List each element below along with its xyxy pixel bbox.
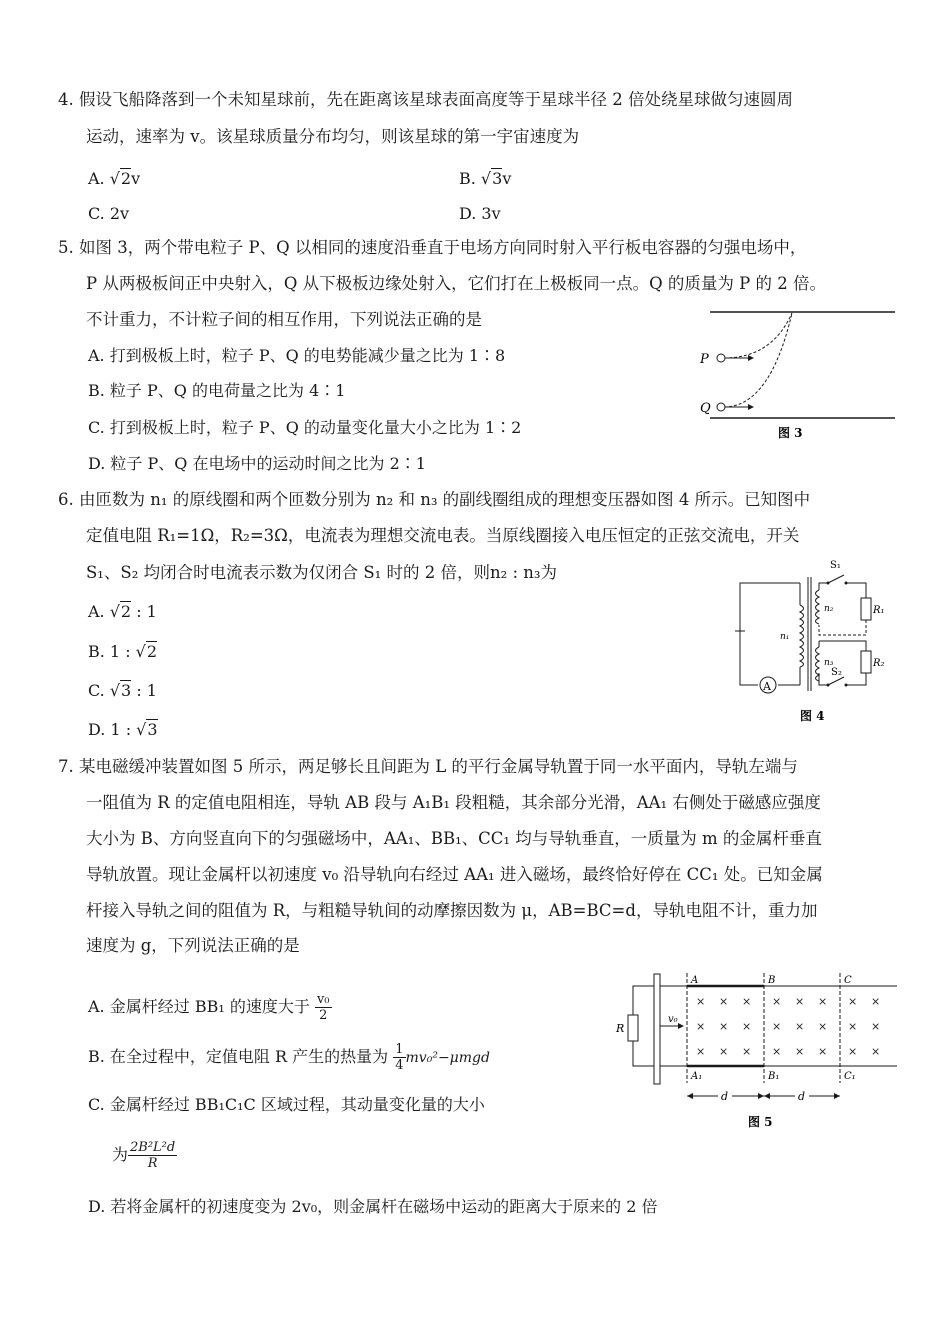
- label-c1: C₁: [844, 1071, 856, 1082]
- trajectory-q: [724, 313, 792, 407]
- svg-text:×: ×: [871, 1020, 881, 1033]
- q6-option-b[interactable]: B. 1 : √2: [88, 642, 158, 661]
- caption-fig4: 图 4: [800, 709, 825, 723]
- svg-text:×: ×: [719, 995, 729, 1008]
- q4-option-a[interactable]: A. √2v: [88, 169, 141, 188]
- q4-option-b[interactable]: B. √3v: [459, 169, 512, 188]
- q7-stem-line3: 大小为 B、方向竖直向下的匀强磁场中，AA₁、BB₁、CC₁ 均与导轨垂直，一质量为 m 的金属杆垂直: [86, 829, 822, 848]
- q5-stem-line3: 不计重力，不计粒子间的相互作用，下列说法正确的是: [86, 310, 482, 329]
- q7-stem-line4: 导轨放置。现让金属杆以初速度 v₀ 沿导轨向右经过 AA₁ 进入磁场，最终恰好停在 CC₁ 处。已知金属: [86, 865, 823, 884]
- q7-option-d[interactable]: D. 若将金属杆的初速度变为 2v₀，则金属杆在磁场中运动的距离大于原来的 2 倍: [88, 1197, 658, 1216]
- caption-fig5: 图 5: [748, 1115, 773, 1129]
- svg-text:×: ×: [742, 1020, 752, 1033]
- s1-label: S₁: [830, 560, 841, 571]
- resistor-r1: [861, 598, 871, 620]
- caption-fig3: 图 3: [778, 426, 803, 440]
- svg-text:×: ×: [848, 1020, 858, 1033]
- figure-5: [612, 968, 902, 1133]
- svg-text:×: ×: [772, 1045, 782, 1058]
- svg-text:×: ×: [848, 995, 858, 1008]
- switch-s2: [828, 677, 844, 685]
- label-p: P: [700, 352, 709, 367]
- svg-text:×: ×: [742, 1045, 752, 1058]
- n2-label: n₂: [824, 604, 834, 614]
- svg-text:×: ×: [871, 995, 881, 1008]
- svg-text:×: ×: [818, 1020, 828, 1033]
- svg-text:×: ×: [795, 1045, 805, 1058]
- q7-stem-line1: 7. 某电磁缓冲装置如图 5 所示，两足够长且间距为 L 的平行金属导轨置于同一水平面内，导轨左端与: [58, 757, 798, 776]
- svg-text:×: ×: [772, 1020, 782, 1033]
- q7-stem-line6: 速度为 g，下列说法正确的是: [86, 936, 300, 955]
- particle-p: [717, 354, 725, 362]
- d-label-2: d: [798, 1090, 806, 1103]
- label-a1: A₁: [691, 1071, 703, 1082]
- s2-label: S₂: [831, 667, 842, 678]
- svg-text:×: ×: [871, 1045, 881, 1058]
- figure-3: [690, 300, 900, 450]
- label-c: C: [844, 975, 852, 986]
- q7-option-c-answer[interactable]: 为 $\frac{\text{2B²L²d}}{R}$: [112, 1140, 176, 1171]
- fraction-momentum: $\frac{\text{2B²L²d}}{R}$: [130, 1140, 176, 1171]
- svg-text:×: ×: [848, 1045, 858, 1058]
- q5-stem-line1: 5. 如图 3，两个带电粒子 P、Q 以相同的速度沿垂直于电场方向同时射入平行板电容器的匀强电场中，: [58, 238, 807, 257]
- primary-coil: [800, 605, 804, 667]
- q5-option-a[interactable]: A. 打到极板上时，粒子 P、Q 的电势能减少量之比为 1∶8: [88, 346, 506, 365]
- figure-4: [730, 555, 900, 730]
- fraction-one-quarter: $\frac{1}{4}$: [395, 1042, 404, 1073]
- q4-stem-line2: 运动，速率为 v。该星球质量分布均匀，则该星球的第一宇宙速度为: [86, 127, 580, 146]
- d-label-1: d: [721, 1090, 729, 1103]
- q6-option-d[interactable]: D. 1 : √3: [88, 720, 158, 739]
- label-b1: B₁: [768, 1071, 780, 1082]
- svg-text:×: ×: [795, 995, 805, 1008]
- particle-q: [717, 403, 725, 411]
- resistor-r2: [861, 651, 871, 673]
- ammeter-label: A: [763, 680, 771, 693]
- q7-option-b[interactable]: B. 在全过程中，定值电阻 R 产生的热量为 $\frac{1}{4}$ mv₀²−μmgd: [88, 1042, 490, 1073]
- switch-s1: [828, 575, 844, 583]
- v0-label: v₀: [668, 1014, 678, 1025]
- svg-text:×: ×: [818, 1045, 828, 1058]
- q4-stem-line1: 4. 假设飞船降落到一个未知星球前，先在距离该星球表面高度等于星球半径 2 倍处绕星球做匀速圆周: [58, 90, 793, 109]
- q5-stem-line2: P 从两极板间正中央射入，Q 从下极板边缘处射入，它们打在上极板同一点。Q 的质量为 P 的 2 倍。: [86, 274, 826, 293]
- q7-option-c[interactable]: C. 金属杆经过 BB₁C₁C 区域过程，其动量变化量的大小: [88, 1095, 485, 1114]
- q6-option-c[interactable]: C. √3 : 1: [88, 681, 157, 700]
- q6-stem-line1: 6. 由匝数为 n₁ 的原线圈和两个匝数分别为 n₂ 和 n₃ 的副线圈组成的理想变压器如图 4 所示。已知图中: [58, 490, 811, 509]
- n1-label: n₁: [780, 632, 790, 642]
- svg-text:×: ×: [719, 1045, 729, 1058]
- svg-text:×: ×: [696, 995, 706, 1008]
- svg-text:×: ×: [772, 995, 782, 1008]
- svg-text:×: ×: [742, 995, 752, 1008]
- r1-label: R₁: [873, 605, 885, 616]
- label-q: Q: [700, 401, 711, 416]
- trajectory-p: [724, 313, 792, 358]
- n3-label: n₃: [824, 658, 834, 668]
- label-a: A: [691, 975, 699, 986]
- svg-text:×: ×: [818, 995, 828, 1008]
- svg-text:×: ×: [696, 1020, 706, 1033]
- fraction-v0-over-2: $\frac{\text{v₀}}{2}$: [316, 992, 330, 1023]
- q6-stem-line2: 定值电阻 R₁=1Ω，R₂=3Ω，电流表为理想交流电表。当原线圈接入电压恒定的正弦交流电，开关: [86, 526, 800, 545]
- q5-option-b[interactable]: B. 粒子 P、Q 的电荷量之比为 4∶1: [88, 381, 346, 400]
- svg-text:×: ×: [795, 1020, 805, 1033]
- q7-option-a[interactable]: A. 金属杆经过 BB₁ 的速度大于 $\frac{\text{v₀}}{2}$: [88, 992, 330, 1023]
- svg-text:×: ×: [696, 1045, 706, 1058]
- r2-label: R₂: [873, 658, 885, 669]
- q6-option-a[interactable]: A. √2 : 1: [88, 602, 157, 621]
- svg-text:×: ×: [719, 1020, 729, 1033]
- q7-stem-line2: 一阻值为 R 的定值电阻相连，导轨 AB 段与 A₁B₁ 段粗糙，其余部分光滑，AA₁ 右侧处于磁感应强度: [86, 793, 821, 812]
- q7-stem-line5: 杆接入导轨之间的阻值为 R，与粗糙导轨间的动摩擦因数为 μ，AB=BC=d，导轨电阻不计，重力加: [86, 901, 818, 920]
- q6-stem-line3: S₁、S₂ 均闭合时电流表示数为仅闭合 S₁ 时的 2 倍，则n₂ : n₃为: [86, 563, 558, 582]
- q5-option-c[interactable]: C. 打到极板上时，粒子 P、Q 的动量变化量大小之比为 1∶2: [88, 418, 522, 437]
- q4-option-c[interactable]: C. 2v: [88, 204, 130, 223]
- secondary-coil-1: [816, 590, 820, 624]
- q5-option-d[interactable]: D. 粒子 P、Q 在电场中的运动时间之比为 2∶1: [88, 454, 426, 473]
- q4-option-d[interactable]: D. 3v: [459, 204, 501, 223]
- metal-rod: [654, 974, 660, 1084]
- label-b: B: [768, 975, 776, 986]
- secondary-coil-2: [816, 647, 820, 681]
- magnetic-field-marks: [696, 995, 880, 1058]
- resistor-r: [628, 1015, 638, 1041]
- r-label: R: [616, 1022, 625, 1035]
